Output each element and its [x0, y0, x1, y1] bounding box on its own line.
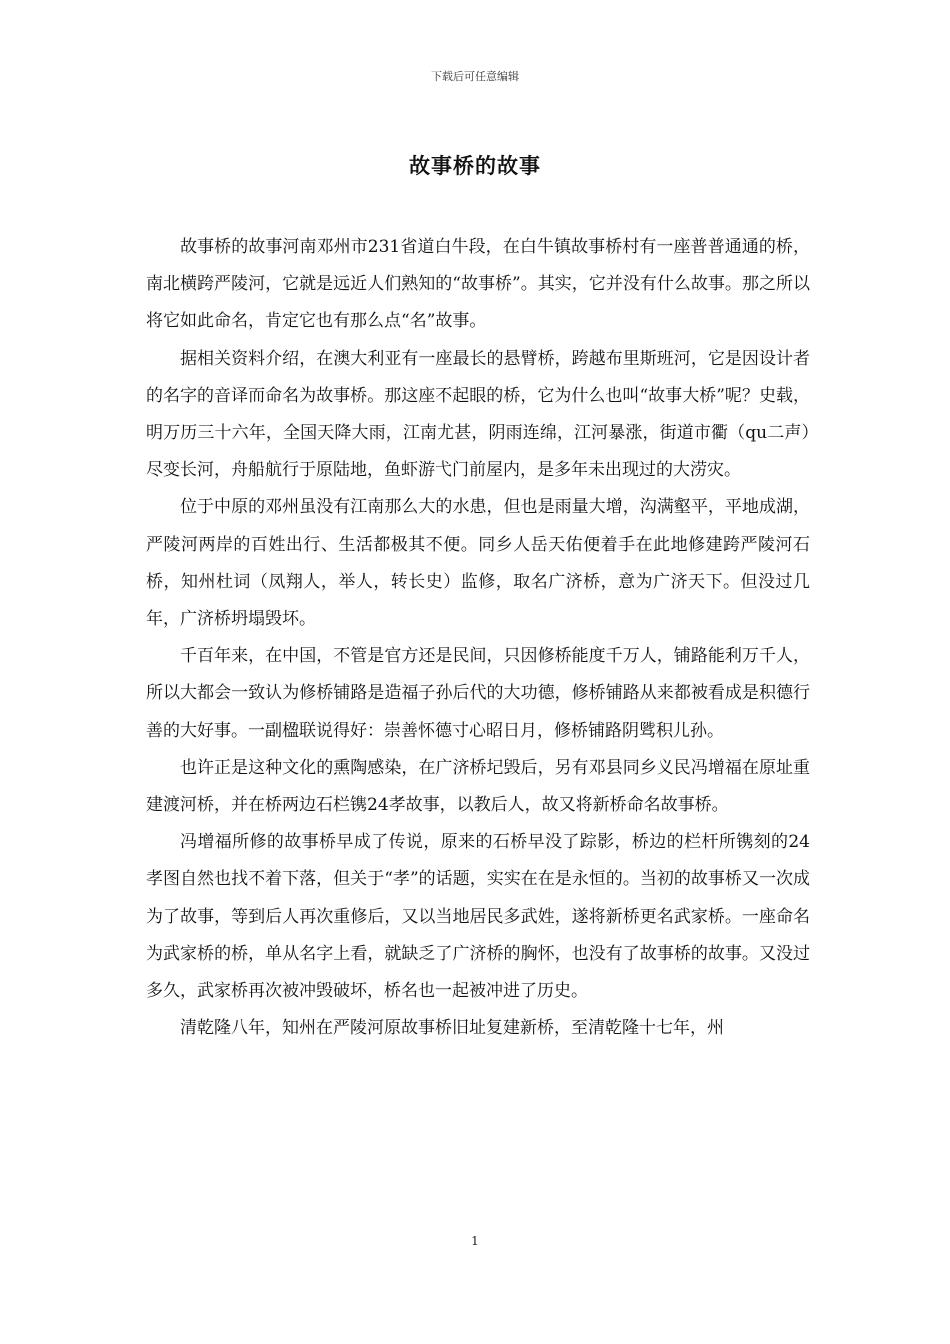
page-number: 1 [471, 1234, 479, 1248]
paragraph: 清乾隆八年，知州在严陵河原故事桥旧址复建新桥，至清乾隆十七年，州 [180, 1018, 724, 1039]
document-title: 故事桥的故事 [409, 153, 541, 178]
document-body [146, 229, 810, 1047]
paragraph: 故事桥的故事河南邓州市231省道白牛段，在白牛镇故事桥村有一座普普通通的桥，南北横跨严陵河，它就是远近人们熟知的“故事桥”。其实，它并没有什么故事。那之所以将它如此命名，肯定它也有那么点“名”故事。 [146, 237, 810, 332]
paragraph: 千百年来，在中国，不管是官方还是民间，只因修桥能度千万人，铺路能利万千人，所以大都会一致认为修桥铺路是造福子孙后代的大功德，修桥铺路从来都被看成是积德行善的大好事。一副楹联说得好：崇善怀德寸心昭日月，修桥铺路阴骘积儿孙。 [146, 646, 810, 741]
paragraph: 位于中原的邓州虽没有江南那么大的水患，但也是雨量大增，沟满壑平，平地成湖，严陵河两岸的百姓出行、生活都极其不便。同乡人岳天佑便着手在此地修建跨严陵河石桥，知州杜词（凤翔人，举人，转长史）监修，取名广济桥，意为广济天下。但没过几年，广济桥坍塌毁坏。 [146, 497, 810, 630]
paragraph: 也许正是这种文化的熏陶感染，在广济桥圮毁后，另有邓县同乡义民冯增福在原址重建渡河桥，并在桥两边石栏镌24孝故事，以教后人，故又将新桥命名故事桥。 [146, 757, 810, 816]
paragraph: 冯增福所修的故事桥早成了传说，原来的石桥早没了踪影，桥边的栏杆所镌刻的24孝图自然也找不着下落，但关于“孝”的话题，实实在在是永恒的。当初的故事桥又一次成为了故事，等到后人再次重修后，又以当地居民多武姓，遂将新桥更名武家桥。一座命名为武家桥的桥，单从名字上看，就缺乏了广济桥的胸怀，也没有了故事桥的故事。又没过多久，武家桥再次被冲毁破坏，桥名也一起被冲进了历史。 [146, 832, 810, 1002]
paragraph: 据相关资料介绍，在澳大利亚有一座最长的悬臂桥，跨越布里斯班河，它是因设计者的名字的音译而命名为故事桥。那这座不起眼的桥，它为什么也叫“故事大桥”呢？史载，明万历三十六年，全国天降大雨，江南尤甚，阴雨连绵，江河暴涨，街道市衢（qu二声）尽变长河，舟船航行于原陆地，鱼虾游弋门前屋内，是多年未出现过的大涝灾。 [146, 348, 810, 481]
header-note: 下载后可任意编辑 [431, 70, 519, 83]
